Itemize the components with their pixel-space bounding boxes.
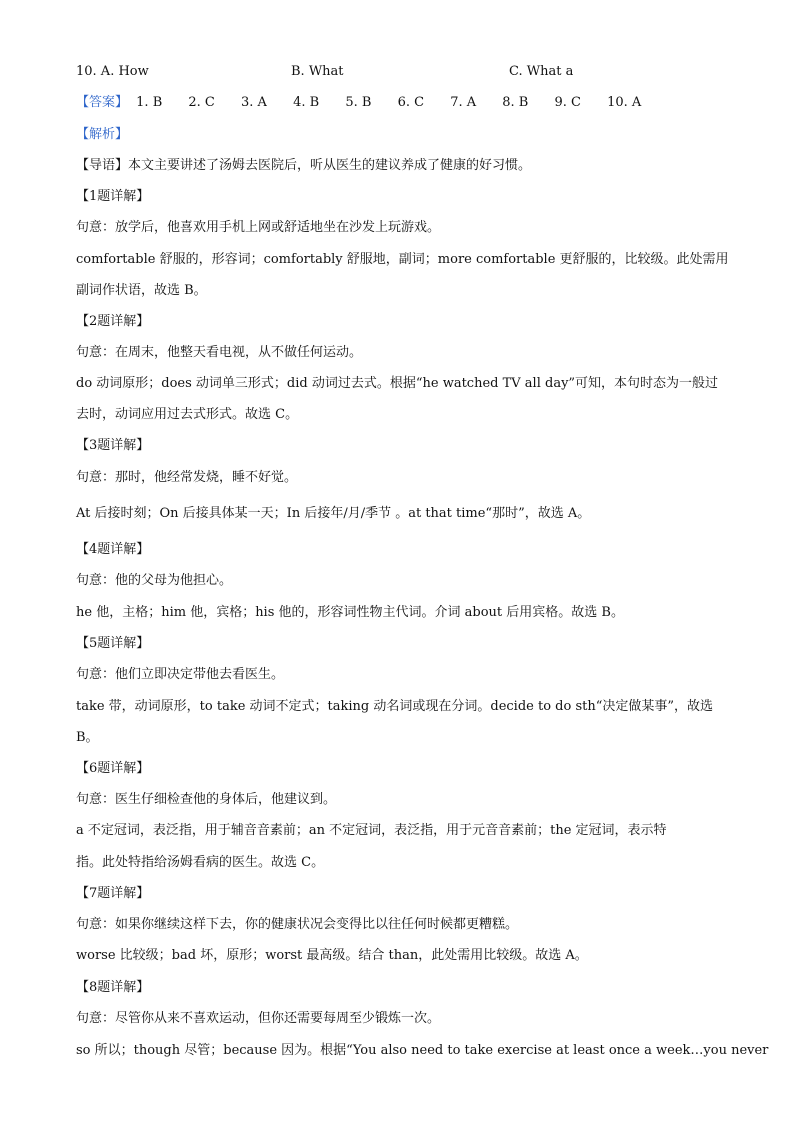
section-line: 句意：在周末，他整天看电视，从不做任何运动。 — [76, 345, 363, 360]
answer-item: 6. C — [397, 95, 425, 110]
section-line: do 动词原形；does 动词单三形式；did 动词过去式。根据“he watched TV all day”可知，本句时态为一般过 — [76, 376, 719, 391]
section-line: At 后接时刻；On 后接具体某一天；In 后接年/月/季节 。at that time“那时”，故选 A。 — [76, 506, 591, 521]
section-line: 句意：那时，他经常发烧，睡不好觉。 — [76, 470, 298, 485]
section-line: so 所以；though 尽管；because 因为。根据“You also need to take exercise at least once a week…you never — [76, 1043, 769, 1058]
section-line: 指。此处特指给汤姆看病的医生。故选 C。 — [76, 855, 325, 870]
answer-item: 5. B — [345, 95, 372, 110]
option-b: B. What — [291, 64, 344, 79]
answer-item: 1. B — [136, 95, 163, 110]
section-heading: 【3题详解】 — [76, 438, 150, 453]
answer-item: 3. A — [241, 95, 267, 110]
section-line: worse 比较级；bad 坏，原形；worst 最高级。结合 than，此处需用比较级。故选 A。 — [76, 948, 588, 963]
section-heading: 【5题详解】 — [76, 636, 150, 651]
section-heading: 【6题详解】 — [76, 761, 150, 776]
answer-item: 2. C — [188, 95, 215, 110]
answer-item: 7. A — [450, 95, 477, 110]
section-line: 句意：放学后，他喜欢用手机上网或舒适地坐在沙发上玩游戏。 — [76, 220, 441, 235]
option-a: 10. A. How — [76, 64, 149, 79]
answer-label: 【答案】 — [76, 95, 129, 110]
section-line: 去时，动词应用过去式形式。故选 C。 — [76, 407, 299, 422]
section-line: 句意：尽管你从来不喜欢运动，但你还需要每周至少锻炼一次。 — [76, 1011, 441, 1026]
section-line: 句意：如果你继续这样下去，你的健康状况会变得比以往任何时候都更糟糕。 — [76, 917, 519, 932]
analysis-label: 【解析】 — [76, 127, 129, 142]
section-line: comfortable 舒服的，形容词；comfortably 舒服地，副词；more comfortable 更舒服的，比较级。此处需用 — [76, 252, 729, 267]
section-heading: 【2题详解】 — [76, 314, 150, 329]
section-line: a 不定冠词，表泛指，用于辅音音素前；an 不定冠词，表泛指，用于元音音素前；the 定冠词，表示特 — [76, 823, 667, 838]
section-line: 副词作状语，故选 B。 — [76, 283, 207, 298]
section-line: take 带，动词原形，to take 动词不定式；taking 动名词或现在分词。decide to do sth“决定做某事”，故选 — [76, 699, 714, 714]
answer-key — [76, 95, 736, 111]
section-heading: 【8题详解】 — [76, 980, 150, 995]
answer-item: 4. B — [293, 95, 320, 110]
option-c: C. What a — [509, 64, 574, 79]
section-heading: 【4题详解】 — [76, 542, 150, 557]
answer-item: 10. A — [607, 95, 642, 110]
section-line: B。 — [76, 730, 99, 745]
answer-item: 9. C — [554, 95, 581, 110]
section-heading: 【1题详解】 — [76, 189, 150, 204]
section-line: he 他，主格；him 他，宾格；his 他的，形容词性物主代词。介词 about 后用宾格。故选 B。 — [76, 605, 624, 620]
section-line: 句意：他们立即决定带他去看医生。 — [76, 667, 285, 682]
intro-text: 【导语】本文主要讲述了汤姆去医院后，听从医生的建议养成了健康的好习惯。 — [76, 158, 532, 173]
section-line: 句意：医生仔细检查他的身体后，他建议到。 — [76, 792, 337, 807]
section-heading: 【7题详解】 — [76, 886, 150, 901]
answer-item: 8. B — [502, 95, 529, 110]
section-line: 句意：他的父母为他担心。 — [76, 573, 233, 588]
